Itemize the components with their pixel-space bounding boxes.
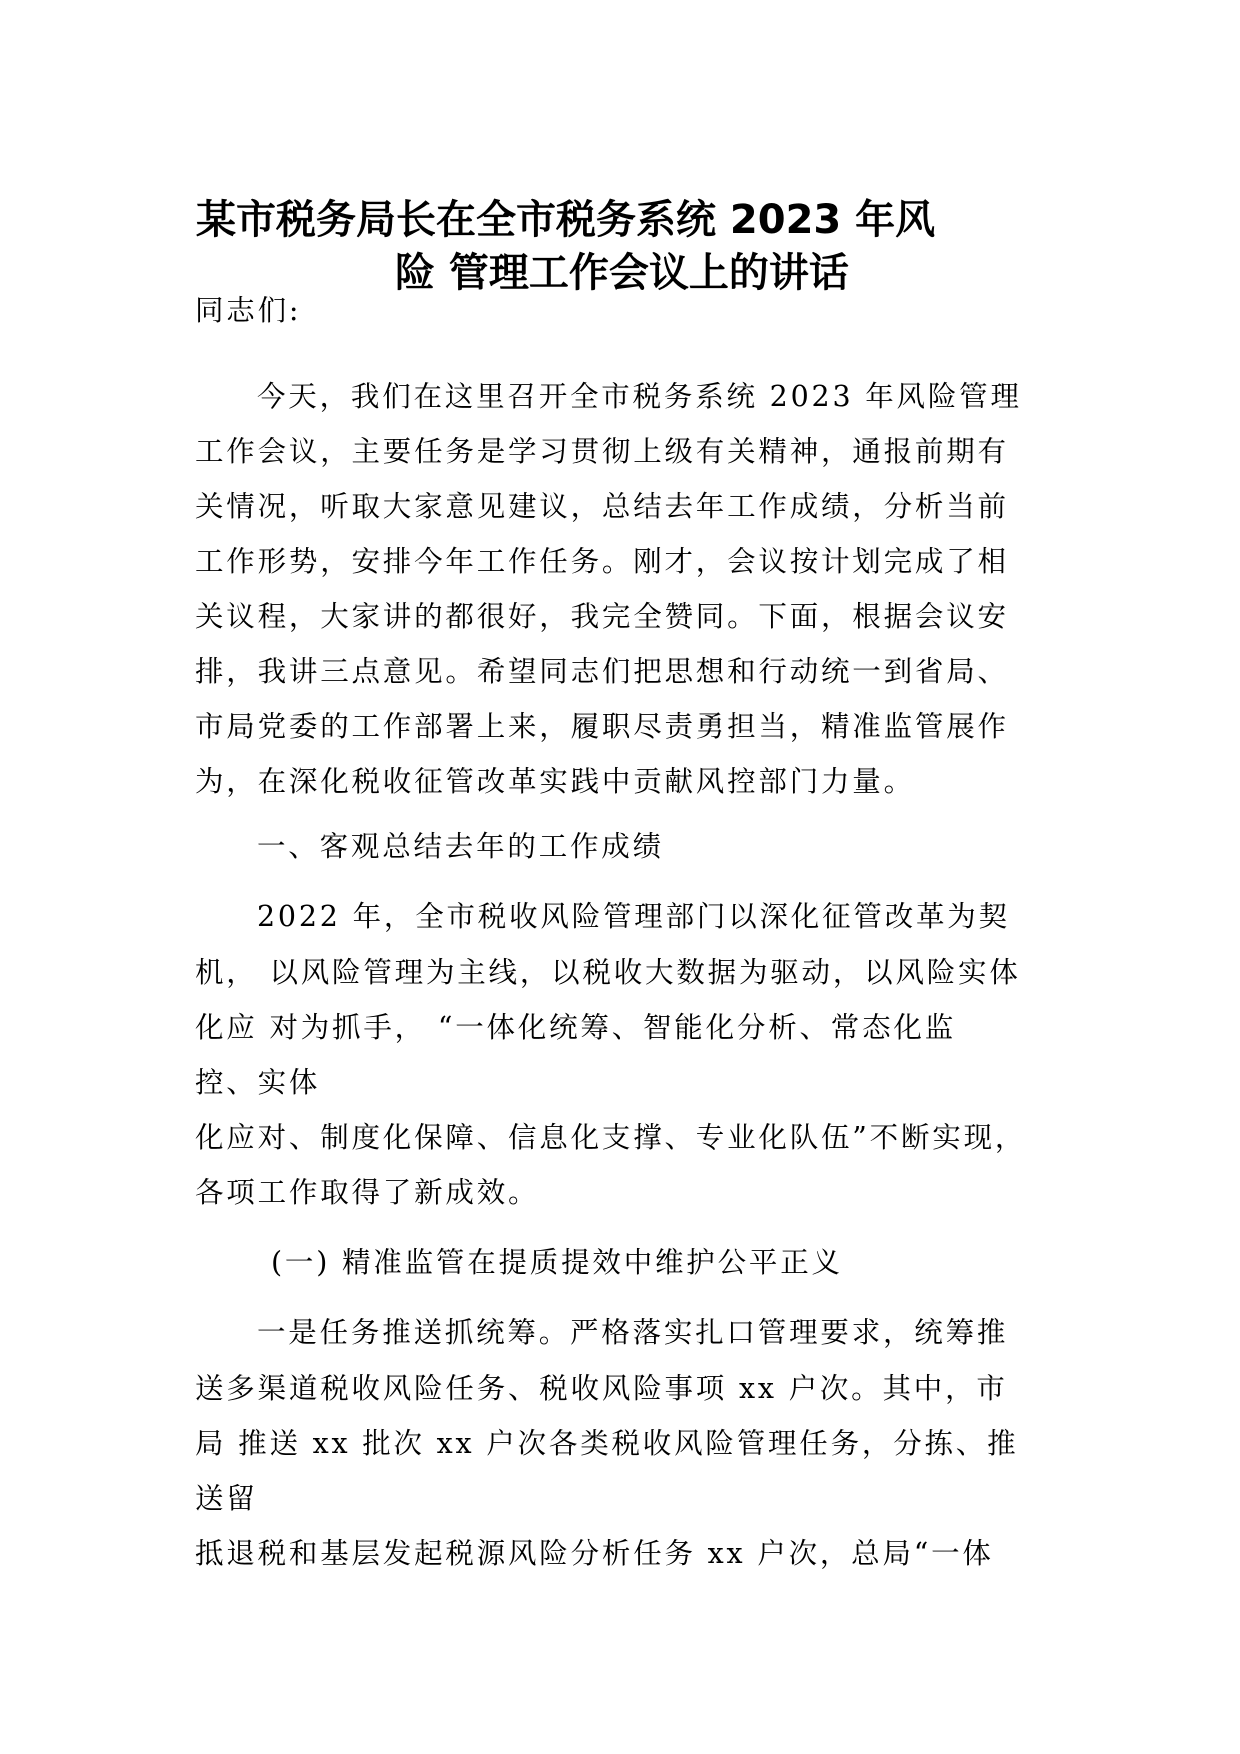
body-line: 排，我讲三点意见。希望同志们把思想和行动统一到省局、 — [195, 655, 1009, 688]
body-line: 2022 年，全市税收风险管理部门以深化征管改革为契 — [257, 900, 1010, 933]
body-line: 各项工作取得了新成效。 — [195, 1176, 540, 1209]
body-line: 关情况，听取大家意见建议，总结去年工作成绩，分析当前 — [195, 490, 1009, 523]
document-title-line-1: 某市税务局长在全市税务系统 2023 年风 — [196, 197, 936, 243]
body-line: 关议程，大家讲的都很好，我完全赞同。下面，根据会议安 — [195, 600, 1009, 633]
body-line: 化应对、制度化保障、信息化支撑、专业化队伍”不断实现， — [195, 1121, 1027, 1154]
salutation: 同志们: — [195, 294, 302, 327]
body-line: 今天，我们在这里召开全市税务系统 2023 年风险管理 — [257, 380, 1022, 413]
section-heading: 一、客观总结去年的工作成绩 — [257, 830, 664, 863]
body-line: 工作形势，安排今年工作任务。刚才，会议按计划完成了相 — [195, 545, 1009, 578]
body-line: 送留 — [195, 1482, 258, 1515]
body-line: 送多渠道税收风险任务、税收风险事项 xx 户次。其中，市 — [195, 1372, 1008, 1405]
body-line: 机， 以风险管理为主线，以税收大数据为驱动，以风险实体 — [195, 956, 1021, 989]
body-line: 控、实体 — [195, 1066, 321, 1099]
subsection-heading: (一) 精准监管在提质提效中维护公平正义 — [271, 1246, 843, 1279]
body-line: 市局党委的工作部署上来，履职尽责勇担当，精准监管展作 — [195, 710, 1009, 743]
document-title-line-2: 险 管理工作会议上的讲话 — [395, 250, 849, 296]
body-line: 局 推送 xx 批次 xx 户次各类税收风险管理任务，分拣、推 — [195, 1427, 1019, 1460]
body-line: 为，在深化税收征管改革实践中贡献风控部门力量。 — [195, 765, 915, 798]
body-line: 一是任务推送抓统筹。严格落实扎口管理要求，统筹推 — [257, 1316, 1009, 1349]
body-line: 抵退税和基层发起税源风险分析任务 xx 户次，总局“一体 — [195, 1537, 994, 1570]
body-line: 工作会议，主要任务是学习贯彻上级有关精神，通报前期有 — [195, 435, 1009, 468]
body-line: 化应 对为抓手， “一体化统筹、智能化分析、常态化监 — [195, 1011, 956, 1044]
